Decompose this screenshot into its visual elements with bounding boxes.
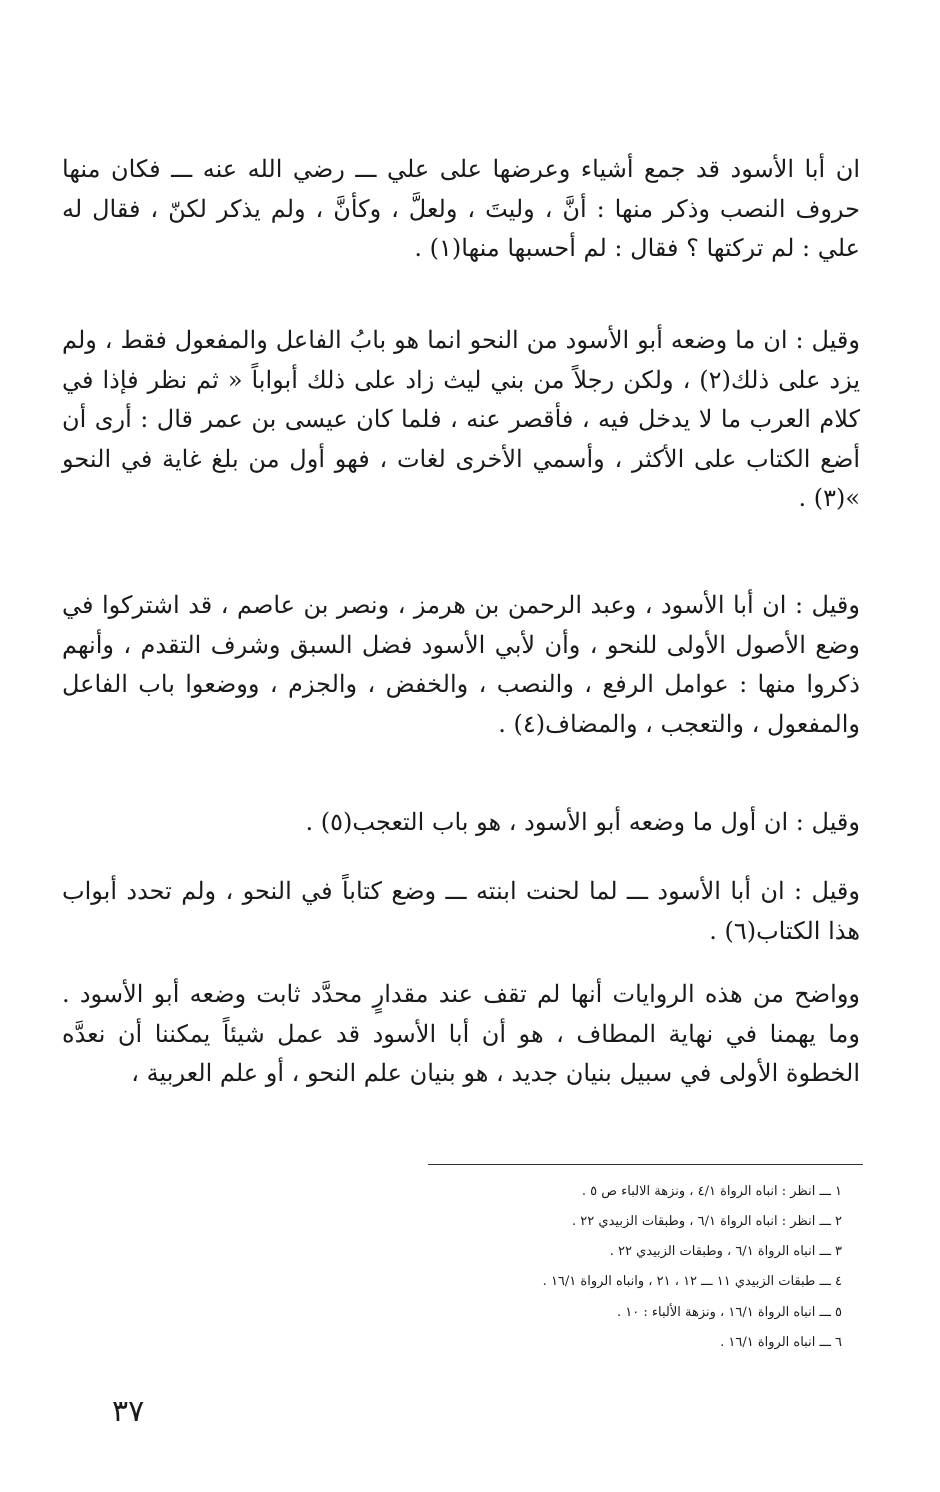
paragraph-2: وقيل : ان ما وضعه أبو الأسود من النحو انما هو بابُ الفاعل والمفعول فقط ، ولم يزد على ذلك(٢) ، ولكن رجلاً من بني ليث زاد على ذلك أبواباً « ثم نظر فإذا في كلام العرب ما لا يدخل فيه ، فأقصر عنه ، فلما كان عيسى بن عمر قال : أرى أن أضع الكتاب على الأكثر ، وأسمي الأخرى لغات ، فهو أول من بلغ غاية في النحو »(٣) . — [62, 326, 861, 512]
footnote-6: ٦ ـــ انباه الرواة ١٦/١ . — [720, 1335, 842, 1350]
footnote-3: ٣ ـــ انباه الرواة ٦/١ ، وطبقات الزبيدي ٢٢ . — [609, 1244, 842, 1259]
footnote-1: ١ ـــ انظر : انباه الرواة ٤/١ ، ونزهة الالباء ص ٥ . — [581, 1184, 842, 1199]
paragraph-4: وقيل : ان أول ما وضعه أبو الأسود ، هو باب التعجب(٥) . — [305, 808, 860, 836]
paragraph-3: وقيل : ان أبا الأسود ، وعبد الرحمن بن هرمز ، ونصر بن عاصم ، قد اشتركوا في وضع الأصول الأولى للنحو ، وأن لأبي الأسود فضل السبق وشرف التقدم ، وأنهم ذكروا منها : عوامل الرفع ، والنصب ، والخفض ، والجزم ، ووضعوا باب الفاعل والمفعول ، والتعجب ، والمضاف(٤) . — [62, 591, 860, 738]
paragraph-6: وواضح من هذه الروايات أنها لم تقف عند مقدارٍ محدَّد ثابت وضعه أبو الأسود . وما يهمنا في نهاية المطاف ، هو أن أبا الأسود قد عمل شيئاً يمكننا أن نعدَّه الخطوة الأولى في سبيل بنيان جديد ، هو بنيان علم النحو ، أو علم العربية ، — [62, 980, 861, 1087]
footnote-4: ٤ ـــ طبقات الزبيدي ١١ ـــ ١٢ ، ٢١ ، وانباه الرواة ١٦/١ . — [542, 1274, 842, 1289]
footnote-5: ٥ ـــ انباه الرواة ١٦/١ ، ونزهة الألباء : ١٠ . — [617, 1305, 842, 1320]
footnote-2: ٢ ـــ انظر : انباه الرواة ٦/١ ، وطبقات الزبيدي ٢٢ . — [572, 1214, 842, 1229]
page-number: ٣٧ — [112, 1394, 145, 1429]
paragraph-1: ان أبا الأسود قد جمع أشياء وعرضها على علي ـــ رضي الله عنه ـــ فكان منها حروف النصب وذكر منها : أنَّ ، وليتَ ، ولعلَّ ، وكأنَّ ، ولم يذكر لكنّ ، فقال له علي : لم تركتها ؟ فقال : لم أحسبها منها(١) . — [62, 155, 860, 262]
footnote-divider — [428, 1164, 863, 1165]
paragraph-5: وقيل : ان أبا الأسود ـــ لما لحنت ابنته ـــ وضع كتاباً في النحو ، ولم تحدد أبواب هذا الكتاب(٦) . — [62, 877, 860, 945]
